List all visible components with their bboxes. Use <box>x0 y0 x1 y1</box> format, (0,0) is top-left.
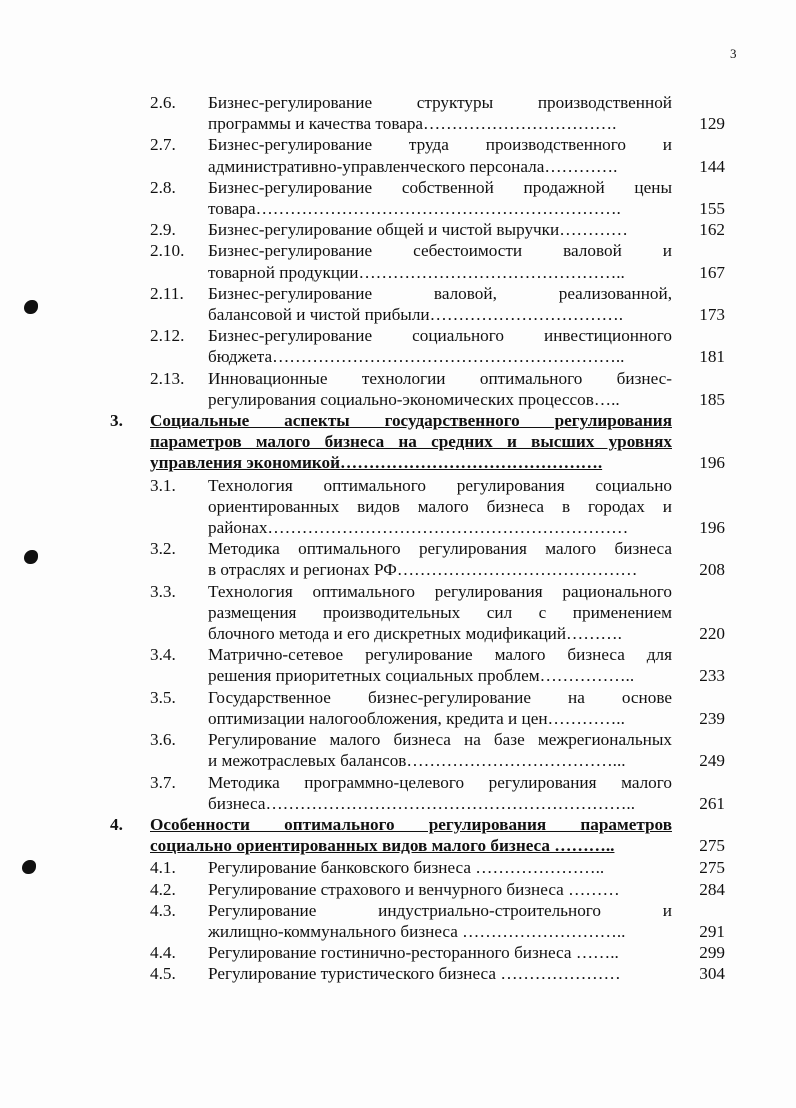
toc-entry-number: 3.6. <box>150 730 176 750</box>
toc-entry-title <box>208 240 672 282</box>
toc-section <box>110 814 740 856</box>
toc-entry-line: размещения производительных сил с применением <box>208 602 672 622</box>
toc-subsection <box>150 283 740 325</box>
toc-page-number: 167 <box>699 262 725 282</box>
toc-entry-line: балансовой и чистой прибыли……………………………. <box>208 305 623 325</box>
toc-entry-line: блочного метода и его дискретных модификаций………. <box>208 624 622 644</box>
toc-subsection <box>150 879 740 900</box>
toc-page-number: 261 <box>699 793 725 813</box>
toc-page-number: 181 <box>699 347 725 367</box>
toc-entry-title <box>208 92 672 134</box>
toc-entry-number: 2.12. <box>150 326 185 346</box>
toc-entry-title <box>208 729 672 771</box>
toc-entry-line: Методика программно-целевого регулирования малого <box>208 772 672 792</box>
toc-entry-number: 3.7. <box>150 772 176 792</box>
toc-entry-title <box>208 134 672 176</box>
toc-subsection <box>150 857 740 878</box>
toc-entry-line: Бизнес-регулирование валовой, реализованной, <box>208 283 672 303</box>
toc-entry-number: 2.7. <box>150 135 176 155</box>
toc-page-number: 233 <box>699 666 725 686</box>
toc-entry-number: 3.2. <box>150 539 176 559</box>
toc-entry-line: Регулирование банковского бизнеса ………………….. <box>208 858 605 878</box>
toc-page-number: 249 <box>699 751 725 771</box>
toc-page-number: 196 <box>699 453 725 473</box>
toc-subsection <box>150 772 740 814</box>
toc-subsection <box>150 240 740 282</box>
toc-page-number: 129 <box>699 114 725 134</box>
toc-page-number: 162 <box>699 220 725 240</box>
toc-page-number: 239 <box>699 708 725 728</box>
toc-entry-title <box>208 772 672 814</box>
toc-entry-title <box>208 581 672 645</box>
toc-entry-number: 2.8. <box>150 177 176 197</box>
toc-entry-line: товара………………………………………………………. <box>208 199 621 219</box>
toc-entry-line: Бизнес-регулирование труда производственного и <box>208 135 672 155</box>
toc-subsection <box>150 900 740 942</box>
toc-entry-line: управления экономикой………………………………………. <box>150 453 603 473</box>
toc-subsection <box>150 644 740 686</box>
toc-entry-number: 4.3. <box>150 900 176 920</box>
toc-entry-title <box>208 283 672 325</box>
toc-subsection <box>150 219 740 240</box>
toc-page-number: 275 <box>699 836 725 856</box>
toc-page-number: 291 <box>699 921 725 941</box>
toc-entry-title <box>208 475 672 539</box>
toc-entry-number: 3.3. <box>150 581 176 601</box>
toc-entry-line: Регулирование туристического бизнеса ………………… <box>208 964 621 984</box>
toc-entry-line: программы и качества товара……………………………. <box>208 114 617 134</box>
toc-entry-number: 3.5. <box>150 687 176 707</box>
toc-entry-line: Регулирование индустриально-строительного и <box>208 900 672 920</box>
toc-entry-number: 2.13. <box>150 368 185 388</box>
toc-page-number: 196 <box>699 518 725 538</box>
toc-entry-line: товарной продукции……………………………………….. <box>208 262 625 282</box>
toc-entry-line: бюджета…………………………………………………….. <box>208 347 625 367</box>
toc-entry-line: Бизнес-регулирование собственной продажной цены <box>208 177 672 197</box>
toc-entry-number: 4.1. <box>150 858 176 878</box>
toc-entry-line: Методика оптимального регулирования малого бизнеса <box>208 539 672 559</box>
table-of-contents <box>110 92 740 985</box>
toc-entry-title <box>150 410 672 474</box>
toc-subsection <box>150 942 740 963</box>
toc-entry-number: 4.5. <box>150 964 176 984</box>
toc-page-number: 144 <box>699 156 725 176</box>
toc-entry-title <box>208 644 672 686</box>
page-number: 3 <box>730 46 737 61</box>
toc-subsection <box>150 92 740 134</box>
toc-entry-line: Социальные аспекты государственного регулирования <box>150 411 672 431</box>
toc-subsection <box>150 729 740 771</box>
toc-entry-line: Регулирование гостинично-ресторанного бизнеса …….. <box>208 943 619 963</box>
toc-entry-number: 4. <box>110 814 123 834</box>
toc-entry-number: 2.6. <box>150 93 176 112</box>
toc-entry-number: 3. <box>110 411 123 431</box>
toc-entry-line: Технология оптимального регулирования рационального <box>208 581 672 601</box>
toc-entry-title <box>150 814 672 856</box>
toc-page-number: 173 <box>699 305 725 325</box>
toc-entry-number: 2.10. <box>150 241 185 261</box>
binding-hole-mark <box>22 860 36 874</box>
toc-entry-line: Инновационные технологии оптимального бизнес- <box>208 368 672 388</box>
toc-entry-title <box>208 900 672 942</box>
toc-entry-line: административно-управленческого персонала…………. <box>208 156 618 176</box>
toc-entry-line: Регулирование страхового и венчурного бизнеса ……… <box>208 879 620 899</box>
toc-entry-line: Государственное бизнес-регулирование на основе <box>208 687 672 707</box>
toc-entry-line: жилищно-коммунального бизнеса ……………………….. <box>208 921 626 941</box>
toc-section <box>110 410 740 474</box>
toc-page-number: 185 <box>699 389 725 409</box>
toc-entry-title <box>208 857 672 878</box>
toc-entry-number: 2.9. <box>150 220 176 240</box>
toc-entry-title <box>208 538 672 580</box>
toc-entry-line: Бизнес-регулирование себестоимости валовой и <box>208 241 672 261</box>
toc-entry-line: социально ориентированных видов малого бизнеса ……….. <box>150 836 615 856</box>
toc-entry-title <box>208 687 672 729</box>
toc-subsection <box>150 177 740 219</box>
binding-hole-mark <box>24 300 38 314</box>
toc-entry-number: 4.2. <box>150 879 176 899</box>
toc-entry-number: 2.11. <box>150 283 184 303</box>
toc-entry-number: 4.4. <box>150 943 176 963</box>
toc-entry-line: Матрично-сетевое регулирование малого бизнеса для <box>208 645 672 665</box>
toc-entry-line: параметров малого бизнеса на средних и высших уровнях <box>150 432 672 452</box>
toc-entry-title <box>208 942 672 963</box>
toc-entry-line: решения приоритетных социальных проблем…………….. <box>208 666 635 686</box>
toc-page-number: 220 <box>699 624 725 644</box>
toc-entry-line: бизнеса……………………………………………………….. <box>208 793 635 813</box>
toc-entry-title <box>208 325 672 367</box>
toc-page-number: 208 <box>699 560 725 580</box>
toc-entry-line: оптимизации налогообложения, кредита и цен………….. <box>208 708 625 728</box>
toc-page-number: 304 <box>699 964 725 984</box>
toc-subsection <box>150 538 740 580</box>
toc-subsection <box>150 368 740 410</box>
toc-entry-line: в отраслях и регионах РФ…………………………………… <box>208 560 638 580</box>
toc-entry-line: Бизнес-регулирование общей и чистой выручки………… <box>208 220 628 240</box>
toc-entry-line: ориентированных видов малого бизнеса в городах и <box>208 496 672 516</box>
toc-entry-line: Регулирование малого бизнеса на базе межрегиональных <box>208 730 672 750</box>
toc-subsection <box>150 325 740 367</box>
toc-entry-line: районах……………………………………………………… <box>208 518 629 538</box>
binding-hole-mark <box>24 550 38 564</box>
toc-entry-line: Технология оптимального регулирования социально <box>208 475 672 495</box>
toc-subsection <box>150 963 740 984</box>
toc-entry-line: и межотраслевых балансов………………………………... <box>208 751 626 771</box>
toc-page-number: 299 <box>699 943 725 963</box>
toc-entry-line: Особенности оптимального регулирования параметров <box>150 814 672 834</box>
toc-entry-line: Бизнес-регулирование социального инвестиционного <box>208 326 672 346</box>
toc-entry-title <box>208 177 672 219</box>
toc-entry-number: 3.4. <box>150 645 176 665</box>
toc-subsection <box>150 581 740 645</box>
toc-entry-title <box>208 879 672 900</box>
toc-page-number: 275 <box>699 858 725 878</box>
toc-entry-line: регулирования социально-экономических процессов….. <box>208 389 620 409</box>
toc-subsection <box>150 475 740 539</box>
toc-entry-title <box>208 368 672 410</box>
toc-entry-line: Бизнес-регулирование структуры производственной <box>208 93 672 112</box>
toc-entry-title <box>208 963 672 984</box>
toc-subsection <box>150 687 740 729</box>
toc-entry-number: 3.1. <box>150 475 176 495</box>
toc-page-number: 284 <box>699 879 725 899</box>
toc-entry-title <box>208 219 672 240</box>
toc-subsection <box>150 134 740 176</box>
toc-page-number: 155 <box>699 199 725 219</box>
